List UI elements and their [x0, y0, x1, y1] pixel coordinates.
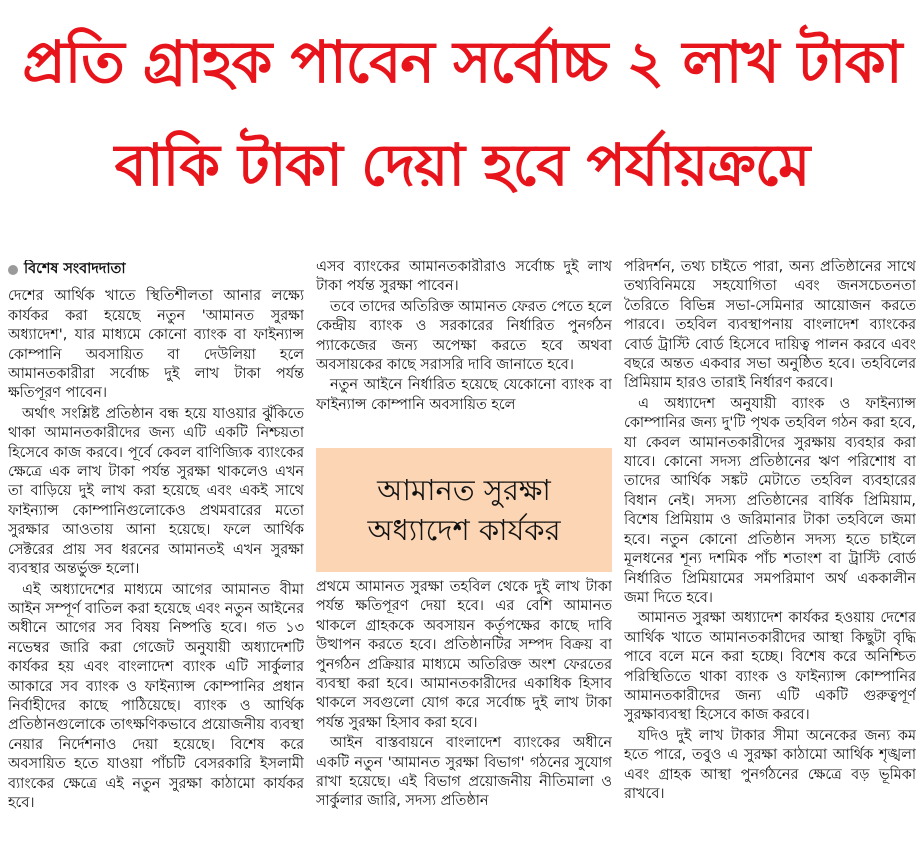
paragraph: এই অধ্যাদেশের মাধ্যমে আগের আমানত বীমা আইন সম্পূর্ণ বাতিল করা হয়েছে এবং নতুন আইনের অধীনে আগের সব বিষয় নিষ্পত্তি হবে। গত ১৩ নভেম্বর জারি করা গেজেট অনুযায়ী অধ্যাদেশটি কার্যকর হয় এবং বাংলাদেশ ব্যাংক এটি সার্কুলার আকারে সব ব্যাংক ও ফাইন্যান্স কোম্পানির প্রধান নির্বাহীদের কাছে পাঠিয়েছে। ব্যাংক ও আর্থিক প্রতিষ্ঠানগুলোকে তাৎক্ষণিকভাবে প্রয়োজনীয় ব্যবস্থা নেয়ার নির্দেশনাও দেয়া হয়েছে। বিশেষ করে অবসায়িত হতে যাওয়া পাঁচটি বেসরকারি ইসলামী ব্যাংকের ক্ষেত্রে এই নতুন সুরক্ষা কাঠামো কার্যকর হবে।: [8, 581, 304, 811]
headline-line-1: প্রতি গ্রাহক পাবেন সর্বোচ্চ ২ লাখ টাকা: [22, 28, 902, 96]
paragraph: যদিও দুই লাখ টাকার সীমা অনেকের জন্য কম হতে পারে, তবুও এ সুরক্ষা কাঠামো আর্থিক শৃঙ্খলা এবং গ্রাহক আস্থা পুনর্গঠনের ক্ষেত্রে বড় ভূমিকা রাখবে।: [624, 727, 916, 802]
paragraph: তবে তাদের অতিরিক্ত আমানত ফেরত পেতে হলে কেন্দ্রীয় ব্যাংক ও সরকারের নির্ধারিত পুনর্গঠন প্যাকেজের জন্য অপেক্ষা করতে হবে অথবা অবসায়কের কাছে সরাসরি দাবি জানাতে হবে।: [316, 298, 612, 374]
pull-quote-line-1: আমানত সুরক্ষা: [377, 473, 551, 507]
column-1: [8, 260, 304, 844]
bullet-icon: [8, 265, 18, 275]
column-3: [624, 258, 916, 844]
paragraph: দেশের আর্থিক খাতে স্থিতিশীলতা আনার লক্ষ্যে কার্যকর করা হয়েছে নতুন 'আমানত সুরক্ষা অধ্যাদেশ', যার মাধ্যমে কোনো ব্যাংক বা ফাইন্যান্স কোম্পানি অবসায়িত বা দেউলিয়া হলে আমানতকারীরা সর্বোচ্চ দুই লাখ টাকা পর্যন্ত ক্ষতিপূরণ পাবেন।: [8, 288, 304, 402]
byline: [8, 260, 304, 279]
paragraph: আমানত সুরক্ষা অধ্যাদেশ কার্যকর হওয়ায় দেশের আর্থিক খাতে আমানতকারীদের আস্থা কিছুটা বৃদ্ধি পাবে বলে মনে করা হচ্ছে। বিশেষ করে অনিশ্চিত পরিস্থিতিতে থাকা ব্যাংক ও ফাইন্যান্স কোম্পানির আমানতকারীদের জন্য এটি একটি গুরুত্বপূর্ণ সুরক্ষাব্যবস্থা হিসেবে কাজ করবে।: [624, 610, 916, 724]
paragraph: পরিদর্শন, তথ্য চাইতে পারা, অন্য প্রতিষ্ঠানের সাথে তথ্যবিনিময়ে সহযোগিতা এবং জনসচেতনতা তৈরিতে বিভিন্ন সভা-সেমিনার আয়োজন করতে পারবে। তহবিল ব্যবস্থাপনায় বাংলাদেশ ব্যাংকের বোর্ড ট্রাস্টি বোর্ড হিসেবে দায়িত্ব পালন করবে এবং বছরে অন্তত একবার সভা অনুষ্ঠিত হবে। তহবিলের প্রিমিয়াম হারও তারাই নির্ধারণ করবে।: [624, 259, 916, 392]
paragraph: আইন বাস্তবায়নে বাংলাদেশ ব্যাংকের অধীনে একটি নতুন 'আমানত সুরক্ষা বিভাগ' গঠনের সুযোগ রাখা হয়েছে। এই বিভাগ প্রয়োজনীয় নীতিমালা ও সার্কুলার জারি, সদস্য প্রতিষ্ঠান: [316, 735, 612, 810]
byline-text: বিশেষ সংবাদদাতা: [24, 261, 126, 277]
column-2-continued: [316, 578, 612, 813]
headline-line-2: বাকি টাকা দেয়া হবে পর্যায়ক্রমে: [114, 131, 810, 199]
paragraph: এসব ব্যাংকের আমানতকারীরাও সর্বোচ্চ দুই লাখ টাকা পর্যন্ত সুরক্ষা পাবেন।: [316, 259, 612, 295]
paragraph: এ অধ্যাদেশ অনুযায়ী ব্যাংক ও ফাইন্যান্স কোম্পানির জন্য দু'টি পৃথক তহবিল গঠন করা হবে, যা কেবল আমানতকারীদের সুরক্ষায় ব্যবহার করা যাবে। কোনো সদস্য প্রতিষ্ঠানের ঋণ পরিশোধ বা তাদের আর্থিক সঙ্কট মেটাতে তহবিল ব্যবহারের বিধান নেই। সদস্য প্রতিষ্ঠানের বার্ষিক প্রিমিয়াম, বিশেষ প্রিমিয়াম ও জরিমানার টাকা তহবিলে জমা হবে। নতুন কোনো প্রতিষ্ঠান সদস্য হতে চাইলে মূলধনের শূন্য দশমিক পাঁচ শতাংশ বা ট্রাস্টি বোর্ড নির্ধারিত প্রিমিয়ামের সমপরিমাণ অর্থ এককালীন জমা দিতে হবে।: [624, 395, 916, 606]
paragraph: প্রথমে আমানত সুরক্ষা তহবিল থেকে দুই লাখ টাকা পর্যন্ত ক্ষতিপূরণ দেয়া হবে। এর বেশি আমানত থাকলে গ্রাহককে অবসায়ন কর্তৃপক্ষের কাছে দাবি উত্থাপন করতে হবে। প্রতিষ্ঠানটির সম্পদ বিক্রয় বা পুনর্গঠন প্রক্রিয়ার মাধ্যমে অতিরিক্ত অংশ ফেরতের ব্যবস্থা করা হবে। আমানতকারীদের একাধিক হিসাব থাকলে সবগুলো যোগ করে সর্বোচ্চ দুই লাখ টাকা পর্যন্ত সুরক্ষা হিসাব করা হবে।: [316, 579, 612, 731]
paragraph: নতুন আইনে নির্ধারিত হয়েছে যেকোনো ব্যাংক বা ফাইন্যান্স কোম্পানি অবসায়িত হলে: [316, 377, 612, 413]
paragraph: অর্থাৎ সংশ্লিষ্ট প্রতিষ্ঠান বন্ধ হয়ে যাওয়ার ঝুঁকিতে থাকা আমানতকারীদের জন্য এটি একটি নিশ্চয়তা হিসেবে কাজ করবে। পূর্বে কেবল বাণিজ্যিক ব্যাংকের ক্ষেত্রে এক লাখ টাকা পর্যন্ত সুরক্ষা থাকলেও এখন তা বাড়িয়ে দুই লাখ করা হয়েছে এবং একই সাথে ফাইন্যান্স কোম্পানিগুলোকেও প্রথমবারের মতো সুরক্ষার আওতায় আনা হয়েছে। ফলে আর্থিক সেক্টরের প্রায় সব ধরনের আমানতই এখন সুরক্ষা ব্যবস্থার অন্তর্ভুক্ত হলো।: [8, 405, 304, 578]
pull-quote: [316, 448, 612, 572]
pull-quote-line-2: অধ্যাদেশ কার্যকর: [367, 513, 561, 547]
